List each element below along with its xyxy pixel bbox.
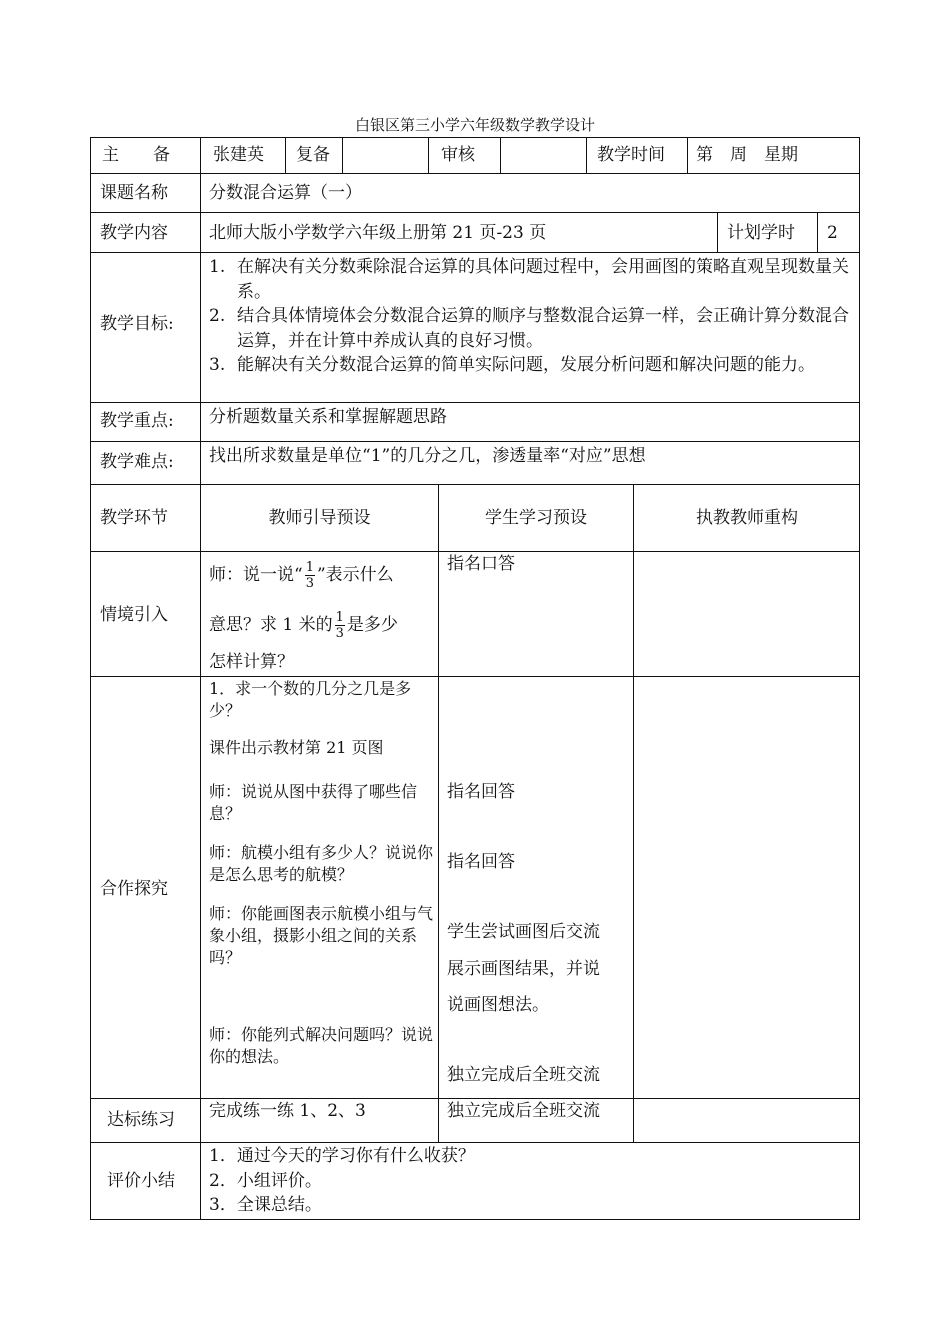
summary-item: 3．全课总结。 (209, 1195, 322, 1215)
explore-label: 合作探究 (100, 879, 168, 899)
content-label: 教学内容 (100, 223, 168, 243)
goals-label: 教学目标: (100, 314, 174, 334)
focus-label: 教学重点: (100, 411, 174, 431)
lesson-plan-table (90, 137, 860, 1220)
goal-item: 3. 能解决有关分数混合运算的简单实际问题，发展分析问题和解决问题的能力。 (209, 355, 815, 375)
explore-teacher-2: 课件出示教材第 21 页图 (209, 738, 384, 757)
goals-list (201, 255, 851, 401)
explore-teacher-4: 师：航模小组有多少人？说说你是怎么思考的航模？ (209, 843, 434, 884)
explore-teacher-3: 师：说说从图中获得了哪些信息？ (209, 782, 418, 823)
summary-item: 1．通过今天的学习你有什么收获？ (209, 1146, 475, 1166)
explore-student-1: 指名回答 (447, 782, 515, 802)
explore-student-3: 学生尝试画图后交流 (447, 922, 600, 942)
goal-item: 1. 在解决有关分数乘除混合运算的具体问题过程中，会用画图的策略直观呈现数量关系。 (209, 257, 849, 302)
fraction-one-third: $\frac{1}{3}$ (335, 610, 344, 641)
practice-label: 达标练习 (107, 1110, 175, 1130)
intro-label: 情境引入 (100, 605, 168, 625)
explore-student-5: 说画图想法。 (447, 995, 549, 1015)
planned-hours-label: 计划学时 (727, 223, 795, 243)
fraction-one-third: $\frac{1}{3}$ (305, 560, 314, 591)
topic-value: 分数混合运算（一） (209, 183, 362, 203)
col-student-header: 学生学习预设 (485, 508, 587, 528)
document-title: 白银区第三小学六年级数学教学设计 (354, 116, 595, 134)
prep-name: 张建英 (213, 145, 264, 165)
explore-student-6: 独立完成后全班交流 (447, 1065, 600, 1085)
explore-teacher-6: 师：你能列式解决问题吗？说说你的想法。 (209, 1025, 434, 1066)
practice-teacher: 完成练一练 1、2、3 (209, 1101, 366, 1121)
content-value: 北师大版小学数学六年级上册第 21 页-23 页 (209, 223, 547, 243)
topic-label: 课题名称 (100, 183, 168, 203)
teaching-time-label: 教学时间 (597, 145, 665, 165)
prep-label: 主 备 (102, 145, 170, 165)
audit-label: 审核 (441, 145, 475, 165)
intro-teacher-line-3: 怎样计算？ (209, 652, 294, 672)
intro-student: 指名口答 (447, 554, 515, 574)
explore-teacher-5: 师：你能画图表示航模小组与气象小组，摄影小组之间的关系吗？ (209, 904, 434, 967)
summary-item: 2．小组评价。 (209, 1171, 322, 1191)
intro-teacher-line-1: 师：说一说“ $\frac{1}{3}$ ”表示什么 (209, 560, 394, 591)
difficulty-label: 教学难点: (100, 452, 174, 472)
col-stage-header: 教学环节 (100, 508, 168, 528)
col-teacher-header: 教师引导预设 (268, 508, 371, 528)
explore-student-4: 展示画图结果，并说 (447, 959, 600, 979)
focus-value: 分析题数量关系和掌握解题思路 (209, 407, 447, 427)
difficulty-value: 找出所求数量是单位“1”的几分之几，渗透量率“对应”思想 (209, 446, 646, 466)
summary-label: 评价小结 (107, 1171, 175, 1191)
practice-student: 独立完成后全班交流 (447, 1101, 600, 1121)
goal-item: 2. 结合具体情境体会分数混合运算的顺序与整数混合运算一样，会正确计算分数混合运算，并在计算中养成认真的良好习惯。 (209, 306, 849, 351)
planned-hours-value: 2 (827, 223, 838, 243)
col-rebuild-header: 执教教师重构 (696, 508, 798, 528)
teaching-time-value: 第 周 星期 (696, 145, 798, 165)
explore-teacher-1: 1．求一个数的几分之几是多少？ (209, 679, 412, 720)
review-prep-label: 复备 (296, 145, 330, 165)
explore-student-2: 指名回答 (447, 852, 515, 872)
intro-teacher-line-2: 意思？求 1 米的 $\frac{1}{3}$ 是多少 (209, 610, 398, 641)
